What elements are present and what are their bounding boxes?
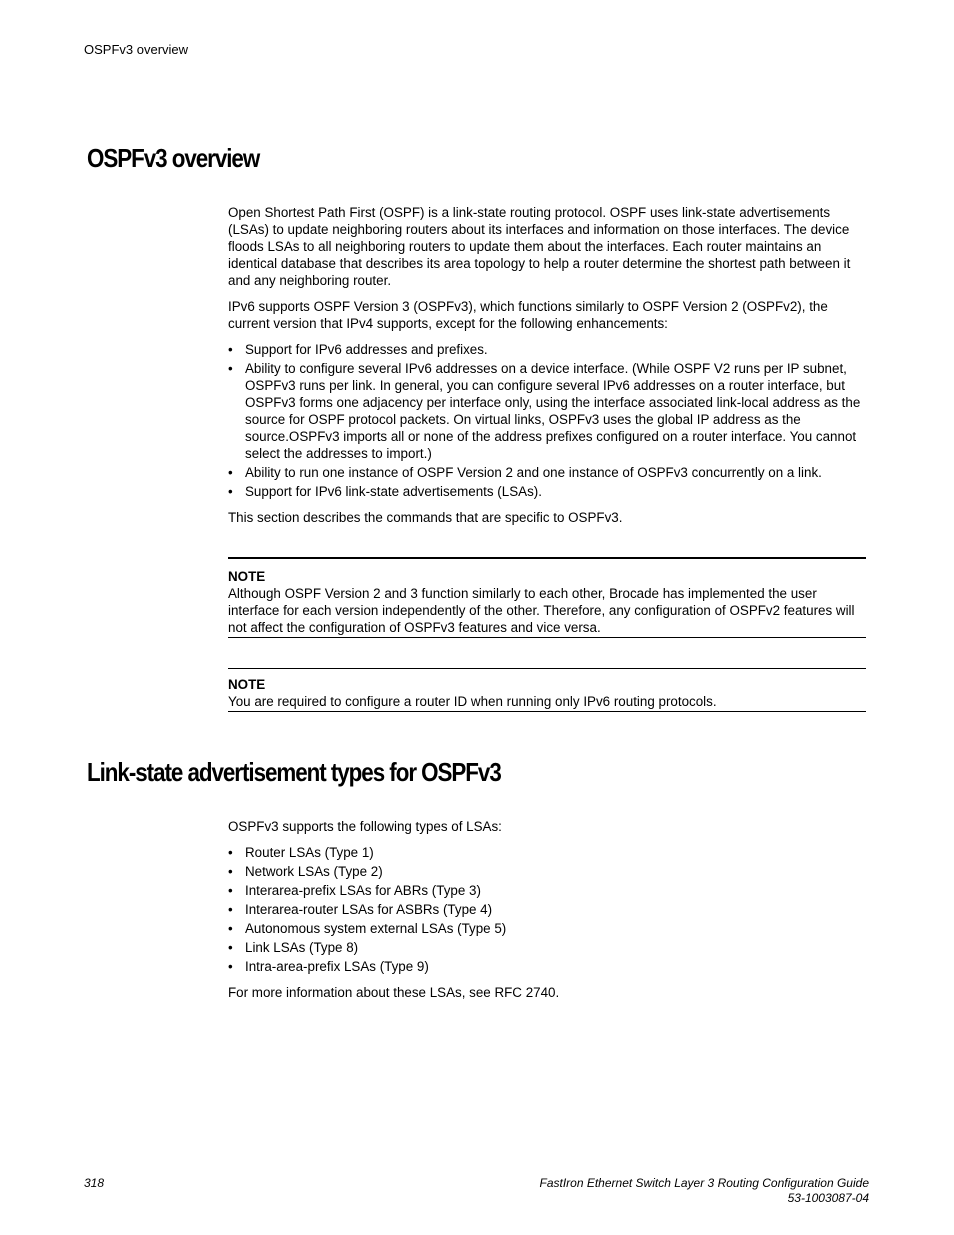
paragraph: For more information about these LSAs, see RFC 2740. [228, 985, 560, 1000]
list-item [228, 939, 866, 956]
section-title-lsa-types: Link-state advertisement types for OSPFv3 [87, 757, 501, 787]
list-item-text: Link LSAs (Type 8) [245, 940, 359, 955]
doc-title: FastIron Ethernet Switch Layer 3 Routing Configuration Guide [539, 1176, 869, 1190]
bullet-icon: • [228, 902, 233, 917]
list-item-text: Ability to run one instance of OSPF Version 2 and one instance of OSPFv3 concurrently on a link. [245, 465, 822, 480]
bullet-icon: • [228, 484, 233, 499]
paragraph: Open Shortest Path First (OSPF) is a link-state routing protocol. OSPF uses link-state advertisements (LSAs) to update neighboring routers about its interfaces and information on those interfaces. The device floods LSAs to all neighboring routers to update them about the interfaces. Each router maintains an identical database that describes its area topology to help a router determine the shortest path between it and any neighboring router. [228, 205, 851, 288]
list-item [228, 901, 866, 918]
paragraph: OSPFv3 supports the following types of LSAs: [228, 819, 502, 834]
paragraph: IPv6 supports OSPF Version 3 (OSPFv3), which functions similarly to OSPF Version 2 (OSPFv2), the current version that IPv4 supports, except for the following enhancements: [228, 299, 828, 331]
list-item [228, 464, 866, 481]
doc-number: 53-1003087-04 [787, 1191, 869, 1205]
list-item [228, 882, 866, 899]
note-label: NOTE [228, 569, 266, 584]
list-item [228, 863, 866, 880]
paragraph: This section describes the commands that are specific to OSPFv3. [228, 510, 623, 525]
section-body-ospfv3-overview [228, 204, 866, 535]
note-text: You are required to configure a router ID when running only IPv6 routing protocols. [228, 694, 717, 709]
list-item [228, 483, 866, 500]
note-box [228, 668, 866, 712]
list-item-text: Autonomous system external LSAs (Type 5) [245, 921, 507, 936]
list-item-text: Support for IPv6 addresses and prefixes. [245, 342, 488, 357]
section-body-lsa-types [228, 818, 866, 1010]
list-item [228, 844, 866, 861]
note-label: NOTE [228, 677, 266, 692]
list-item-text: Interarea-prefix LSAs for ABRs (Type 3) [245, 883, 481, 898]
bullet-icon: • [228, 940, 233, 955]
list-item-text: Interarea-router LSAs for ASBRs (Type 4) [245, 902, 493, 917]
section-title-ospfv3-overview: OSPFv3 overview [87, 143, 260, 173]
list-item-text: Intra-area-prefix LSAs (Type 9) [245, 959, 429, 974]
bullet-icon: • [228, 845, 233, 860]
note-box [228, 557, 866, 638]
bullet-icon: • [228, 465, 233, 480]
list-item-text: Router LSAs (Type 1) [245, 845, 374, 860]
list-item-text: Network LSAs (Type 2) [245, 864, 383, 879]
footer-doc-info [539, 1176, 869, 1206]
page-number: 318 [84, 1176, 105, 1190]
bullet-icon: • [228, 959, 233, 974]
running-header: OSPFv3 overview [84, 42, 189, 57]
bullet-icon: • [228, 921, 233, 936]
list-item [228, 360, 866, 462]
list-item [228, 920, 866, 937]
note-text: Although OSPF Version 2 and 3 function similarly to each other, Brocade has implemented the user interface for each version independently of the other. Therefore, any configuration of OSPFv2 features will not affect the configuration of OSPFv3 features and vice versa. [228, 586, 855, 635]
list-item-text: Ability to configure several IPv6 addresses on a device interface. (While OSPF V2 runs per IP subnet, OSPFv3 runs per link. In general, you can configure several IPv6 addresses on a router interface, but OSPFv3 forms one adjacency per interface only, using the interface associated link-local address as the source for OSPF protocol packets. On virtual links, OSPFv3 uses the global IP address as the source.OSPFv3 imports all or none of the address prefixes configured on a router interface. You cannot select the addresses to import.) [245, 361, 861, 461]
bullet-icon: • [228, 342, 233, 357]
enhancements-list [228, 341, 866, 500]
list-item [228, 958, 866, 975]
lsa-types-list [228, 844, 866, 975]
bullet-icon: • [228, 864, 233, 879]
bullet-icon: • [228, 361, 233, 376]
list-item [228, 341, 866, 358]
list-item-text: Support for IPv6 link-state advertisements (LSAs). [245, 484, 542, 499]
bullet-icon: • [228, 883, 233, 898]
